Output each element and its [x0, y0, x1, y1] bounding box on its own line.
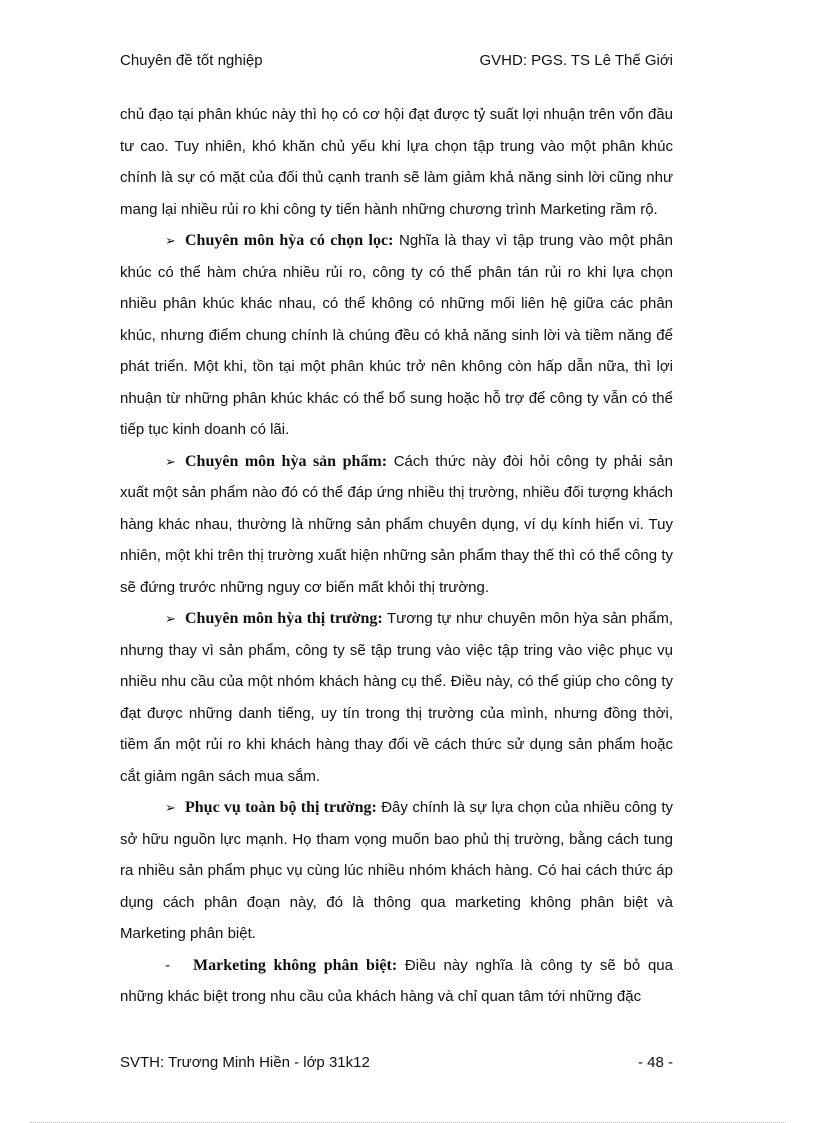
page-body — [120, 99, 673, 1013]
paragraph-selective-specialization — [120, 225, 673, 446]
page-footer — [120, 1054, 673, 1076]
page-header — [120, 52, 673, 74]
paragraph-text: Cách thức này đòi hỏi công ty phải sản xuất một sản phẩm nào đó có thể đáp ứng nhiều thị trường, nhiều đối tượng khách hàng khác nhau, thường là những sản phẩm chuyên dụng, ví dụ kính hiển vi. Tuy nhiên, một khi trên thị trường xuất hiện những sản phẩm thay thế thì có thể công ty sẽ đứng trước những nguy cơ biến mất khỏi thị trường. — [120, 452, 673, 596]
paragraph-heading: Chuyên môn hỳa thị trường: — [185, 610, 383, 627]
arrow-bullet-icon: ➢ — [165, 233, 176, 248]
paragraph-heading: Phục vụ toàn bộ thị trường: — [185, 799, 377, 816]
arrow-bullet-icon: ➢ — [165, 611, 176, 626]
paragraph-undifferentiated-marketing — [120, 950, 673, 1013]
header-advisor: GVHD: PGS. TS Lê Thế Giới — [479, 52, 673, 69]
dash-bullet: - — [165, 956, 170, 974]
paragraph-text: Nghĩa là thay vì tập trung vào một phân khúc có thể hàm chứa nhiều rủi ro, công ty có thể phân tán rủi ro khi lựa chọn nhiều phân khúc khác nhau, có thể không có những mối liên hệ giữa các phân khúc, nhưng điểm chung chính là chúng đều có khả năng sinh lời và tiềm năng để phát triển. Một khi, tồn tại một phân khúc trở nên không còn hấp dẫn nữa, thì lợi nhuận từ những phân khúc khác có thể bổ sung hoặc hỗ trợ để công ty vẫn có thể tiếp tục kinh doanh có lãi. — [120, 232, 673, 438]
paragraph-product-specialization — [120, 446, 673, 604]
arrow-bullet-icon: ➢ — [165, 800, 176, 815]
paragraph-continuation: chủ đạo tại phân khúc này thì họ có cơ hội đạt được tỷ suất lợi nhuận trên vốn đầu tư cao. Tuy nhiên, khó khăn chủ yếu khi lựa chọn tập trung vào một phân khúc chính là sự có mặt của đối thủ cạnh tranh sẽ làm giảm khả năng sinh lời cũng như mang lại nhiều rủi ro khi công ty tiến hành những chương trình Marketing rầm rộ. — [120, 106, 673, 218]
paragraph-full-market-coverage — [120, 792, 673, 950]
footer-student: SVTH: Trương Minh Hiền - lớp 31k12 — [120, 1054, 370, 1071]
paragraph-market-specialization — [120, 603, 673, 792]
paragraph-heading: Marketing không phân biệt: — [193, 956, 398, 974]
paragraph-text: Điều này nghĩa là công ty sẽ bỏ qua những khác biệt trong nhu cầu của khách hàng và chỉ quan tâm tới những đặc — [120, 956, 673, 1005]
header-doc-title: Chuyên đề tốt nghiệp — [120, 52, 263, 69]
arrow-bullet-icon: ➢ — [165, 453, 176, 469]
paragraph-heading: Chuyên môn hỳa có chọn lọc: — [185, 232, 394, 249]
paragraph-text: Đây chính là sự lựa chọn của nhiều công ty sở hữu nguồn lực mạnh. Họ tham vọng muốn bao phủ thị trường, bằng cách tung ra nhiều sản phẩm phục vụ cùng lúc nhiều nhóm khách hàng. Có hai cách thức áp dụng cách phân đoạn này, đó là thông qua marketing không phân biệt và Marketing phân biệt. — [120, 799, 673, 942]
paragraph-heading: Chuyên môn hỳa sản phẩm: — [185, 452, 388, 470]
paragraph-text: Tương tự như chuyên môn hỳa sản phẩm, nhưng thay vì sản phẩm, công ty sẽ tập trung vào việc tập tring vào việc phục vụ nhiều nhu cầu của một nhóm khách hàng cụ thể. Điều này, có thể giúp cho công ty đạt được những danh tiếng, uy tín trong thị trường của mình, nhưng đồng thời, tiềm ẩn một rủi ro khi khách hàng thay đổi về cách thức sử dụng sản phẩm hoặc cắt giảm ngân sách mua sắm. — [120, 610, 673, 785]
page-number: - 48 - — [637, 1054, 673, 1071]
